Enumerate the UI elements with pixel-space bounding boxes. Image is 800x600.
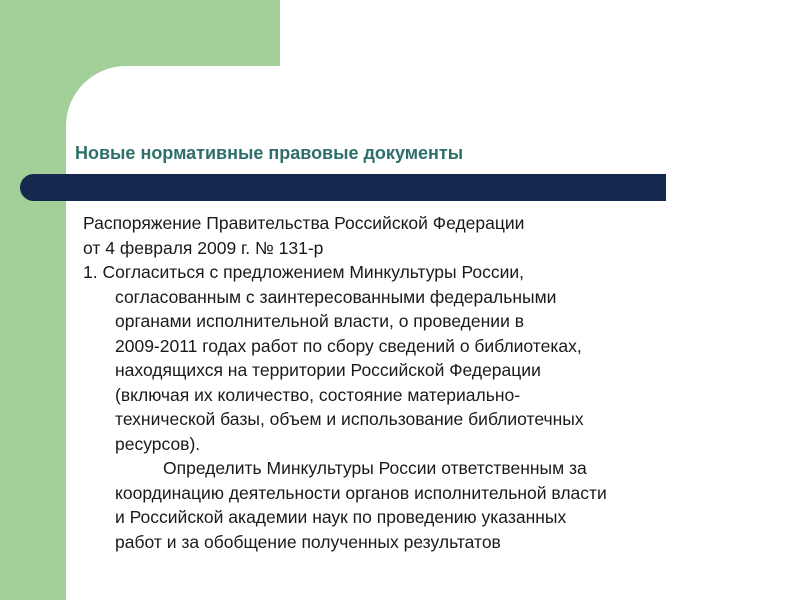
- item-1-line-7: технической базы, объем и использование библиотечных: [115, 409, 584, 429]
- item-2-line-1: Определить Минкультуры России ответственным за: [163, 458, 587, 478]
- item-2-paragraph: [83, 456, 773, 554]
- item-1-line-1: 1. Согласиться с предложением Минкультуры России,: [83, 262, 525, 282]
- heading-line-2: от 4 февраля 2009 г. № 131-р: [83, 237, 324, 258]
- item-1-line-4: 2009-2011 годах работ по сбору сведений о библиотеках,: [115, 335, 582, 356]
- heading-paragraph: [83, 211, 773, 260]
- item-2-line-2: координацию деятельности органов исполнительной власти: [115, 482, 607, 503]
- item-1-line-2: согласованным с заинтересованными федеральными: [115, 286, 557, 307]
- item-1-line-8: ресурсов).: [115, 433, 201, 454]
- decor-green-strip: [0, 0, 66, 600]
- slide-body: [83, 211, 773, 554]
- item-2-line-3: и Российской академии наук по проведению указанных: [115, 507, 567, 527]
- slide-title: Новые нормативные правовые документы: [75, 143, 464, 163]
- item-1-line-3: органами исполнительной власти, о проведении в: [115, 311, 525, 331]
- item-2-line-4: работ и за обобщение полученных результатов: [115, 531, 501, 552]
- title-underline-bar: [20, 174, 666, 201]
- item-1-line-6: (включая их количество, состояние материально-: [115, 384, 521, 405]
- item-1-paragraph: [83, 260, 773, 456]
- heading-line-1: Распоряжение Правительства Российской Федерации: [83, 213, 525, 233]
- item-1-line-5: находящихся на территории Российской Федерации: [115, 360, 541, 380]
